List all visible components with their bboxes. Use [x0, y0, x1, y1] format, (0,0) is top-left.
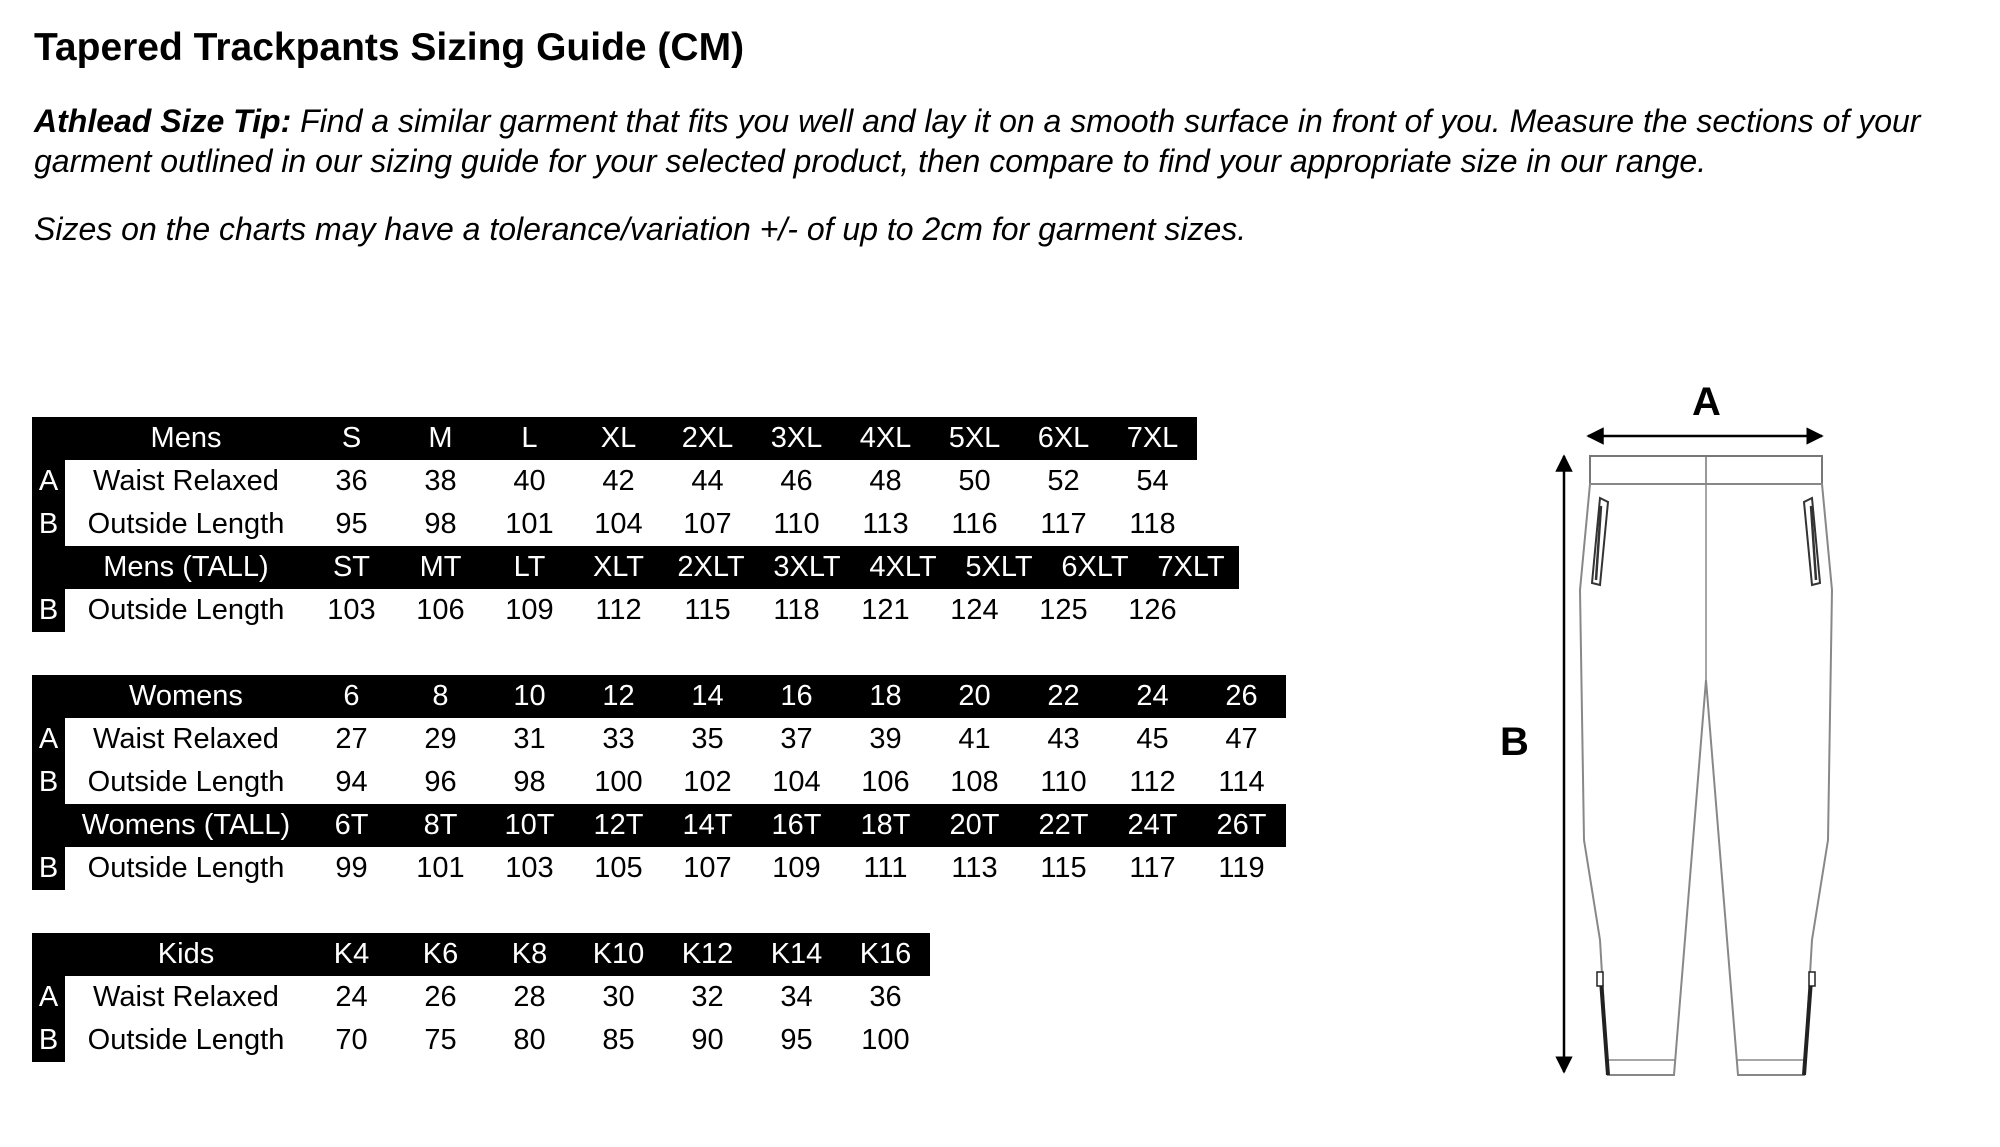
measure-value-cell: 30 [602, 981, 635, 1013]
size-header-cell: MT [396, 546, 485, 589]
measure-value-cell: 115 [1040, 852, 1087, 884]
measure-value-cell: 115 [684, 594, 731, 626]
measure-value-cell: 109 [772, 852, 821, 884]
measure-value-cell: 38 [424, 465, 457, 497]
size-header-cell: 18T [841, 804, 930, 847]
table-row [32, 1019, 930, 1062]
measure-value-cell: 90 [691, 1024, 724, 1056]
measure-label: Waist Relaxed [93, 465, 279, 497]
size-header-cell: 12 [574, 675, 663, 718]
measure-value-cell: 27 [335, 723, 368, 755]
measure-label: Outside Length [87, 508, 285, 540]
measure-key-badge: B [32, 847, 65, 890]
size-header-cell: K8 [485, 933, 574, 976]
measure-value-cell: 47 [1225, 723, 1258, 755]
size-header-cell: XLT [574, 546, 663, 589]
measure-value-cell: 70 [335, 1024, 368, 1056]
measure-label: Outside Length [87, 1024, 285, 1056]
measure-value-cell: 95 [335, 508, 368, 540]
measure-value-cell: 94 [335, 766, 368, 798]
size-header-cell: 26T [1197, 804, 1286, 847]
measure-value-cell: 102 [683, 766, 732, 798]
size-header-cell: 4XLT [855, 546, 951, 589]
size-header-cell: K12 [663, 933, 752, 976]
measure-label: Outside Length [87, 594, 285, 626]
size-header-cell: 10 [485, 675, 574, 718]
size-header-cell: 6XLT [1047, 546, 1143, 589]
measure-value-cell: 43 [1047, 723, 1080, 755]
size-header-cell: M [396, 417, 485, 460]
tolerance-note: Sizes on the charts may have a tolerance/variation +/- of up to 2cm for garment sizes. [34, 211, 1247, 247]
measure-value-cell: 118 [1129, 508, 1176, 540]
measure-value-cell: 32 [691, 981, 724, 1013]
size-header-cell: K16 [841, 933, 930, 976]
measure-label: Outside Length [87, 852, 285, 884]
measure-value-cell: 40 [513, 465, 546, 497]
measure-value-cell: 44 [691, 465, 724, 497]
measure-value-cell: 35 [691, 723, 724, 755]
size-header-cell: 20T [930, 804, 1019, 847]
row-key-blank [32, 675, 65, 718]
table-row [32, 933, 930, 976]
size-header-cell: 16T [752, 804, 841, 847]
measure-value-cell: 24 [335, 981, 368, 1013]
size-header-cell: 2XLT [663, 546, 759, 589]
size-tip-text: Find a similar garment that fits you well and lay it on a smooth surface in front of you. Measure the sections of your garment outlined in our sizing guide for your selected product, then compare to find your appropriate size in our range. [34, 103, 1921, 179]
measure-value-cell: 107 [683, 852, 732, 884]
size-header-cell: ST [307, 546, 396, 589]
size-header-cell: K4 [307, 933, 396, 976]
row-key-blank [32, 933, 65, 976]
measure-value-cell: 106 [416, 594, 465, 626]
table-header-label: Womens (TALL) [65, 804, 307, 847]
size-header-cell: 5XL [930, 417, 1019, 460]
measure-value-cell: 118 [773, 594, 820, 626]
measure-value-cell: 116 [951, 508, 998, 540]
size-header-cell: 3XL [752, 417, 841, 460]
measure-value-cell: 36 [869, 981, 902, 1013]
measure-value-cell: 104 [772, 766, 821, 798]
size-header-cell: 4XL [841, 417, 930, 460]
table-row [32, 976, 930, 1019]
page-title: Tapered Trackpants Sizing Guide (CM) [34, 26, 745, 69]
measure-label: Waist Relaxed [93, 723, 279, 755]
measure-value-cell: 98 [424, 508, 457, 540]
size-header-cell: 6XL [1019, 417, 1108, 460]
measure-label: Waist Relaxed [93, 981, 279, 1013]
trackpants-diagram-icon [1500, 380, 1920, 1100]
size-header-cell: S [307, 417, 396, 460]
size-header-cell: 14T [663, 804, 752, 847]
measure-value-cell: 106 [861, 766, 910, 798]
measure-value-cell: 37 [780, 723, 813, 755]
size-header-cell: 6 [307, 675, 396, 718]
measure-value-cell: 42 [602, 465, 635, 497]
measure-value-cell: 117 [1040, 508, 1087, 540]
measure-value-cell: 109 [505, 594, 554, 626]
measure-value-cell: 33 [602, 723, 635, 755]
size-header-cell: K14 [752, 933, 841, 976]
measure-key-badge: A [32, 976, 65, 1019]
table-row [32, 503, 1239, 546]
size-header-cell: K6 [396, 933, 485, 976]
table-header-label: Mens [65, 417, 307, 460]
trackpants-diagram [1500, 380, 1920, 1100]
size-header-cell: 18 [841, 675, 930, 718]
row-key-blank [32, 546, 65, 589]
size-header-cell: 22T [1019, 804, 1108, 847]
measure-value-cell: 104 [594, 508, 643, 540]
measure-value-cell: 103 [327, 594, 376, 626]
measure-value-cell: 36 [335, 465, 368, 497]
size-header-cell: 8 [396, 675, 485, 718]
measure-value-cell: 125 [1039, 594, 1088, 626]
measure-value-cell: 101 [416, 852, 465, 884]
measure-key-badge: A [32, 460, 65, 503]
size-header-cell: 22 [1019, 675, 1108, 718]
measure-value-cell: 45 [1136, 723, 1169, 755]
size-header-cell: LT [485, 546, 574, 589]
size-header-cell: 26 [1197, 675, 1286, 718]
measure-value-cell: 112 [1129, 766, 1176, 798]
size-header-cell: 2XL [663, 417, 752, 460]
size-header-cell: 8T [396, 804, 485, 847]
size-header-cell: 24T [1108, 804, 1197, 847]
size-header-cell: 20 [930, 675, 1019, 718]
table-row [32, 847, 1286, 890]
size-header-cell: 5XLT [951, 546, 1047, 589]
size-header-cell: XL [574, 417, 663, 460]
measure-value-cell: 111 [863, 852, 908, 884]
measure-value-cell: 48 [869, 465, 902, 497]
table-header-label: Kids [65, 933, 307, 976]
measure-label: Outside Length [87, 766, 285, 798]
size-header-cell: 6T [307, 804, 396, 847]
measure-value-cell: 112 [595, 594, 642, 626]
measure-value-cell: 31 [513, 723, 546, 755]
table-row [32, 546, 1239, 589]
measure-value-cell: 113 [951, 852, 998, 884]
measure-key-badge: B [32, 503, 65, 546]
womens-size-table [32, 675, 1286, 890]
measure-value-cell: 119 [1218, 852, 1265, 884]
measure-value-cell: 46 [780, 465, 813, 497]
measure-value-cell: 126 [1128, 594, 1177, 626]
size-tip [34, 101, 1984, 181]
measure-value-cell: 50 [958, 465, 991, 497]
table-row [32, 718, 1286, 761]
table-row [32, 589, 1239, 632]
measure-value-cell: 95 [780, 1024, 813, 1056]
measure-value-cell: 124 [950, 594, 999, 626]
measure-value-cell: 100 [594, 766, 643, 798]
row-key-blank [32, 804, 65, 847]
table-row [32, 675, 1286, 718]
table-row [32, 804, 1286, 847]
measure-value-cell: 85 [602, 1024, 635, 1056]
measure-value-cell: 41 [958, 723, 991, 755]
table-header-label: Mens (TALL) [65, 546, 307, 589]
measure-key-badge: B [32, 589, 65, 632]
size-header-cell: 3XLT [759, 546, 855, 589]
size-header-cell: 14 [663, 675, 752, 718]
measure-value-cell: 117 [1129, 852, 1176, 884]
measure-value-cell: 107 [683, 508, 732, 540]
measure-value-cell: 80 [513, 1024, 546, 1056]
measure-value-cell: 110 [1040, 766, 1087, 798]
size-tip-label: Athlead Size Tip: [34, 103, 292, 139]
measure-value-cell: 100 [861, 1024, 910, 1056]
measure-key-badge: B [32, 1019, 65, 1062]
size-header-cell: 16 [752, 675, 841, 718]
measure-value-cell: 113 [862, 508, 909, 540]
measure-value-cell: 98 [513, 766, 546, 798]
table-row [32, 761, 1286, 804]
measure-value-cell: 39 [869, 723, 902, 755]
measure-value-cell: 114 [1218, 766, 1265, 798]
measure-value-cell: 99 [335, 852, 368, 884]
measure-value-cell: 34 [780, 981, 813, 1013]
measure-value-cell: 105 [594, 852, 643, 884]
measure-value-cell: 103 [505, 852, 554, 884]
size-header-cell: L [485, 417, 574, 460]
row-key-blank [32, 417, 65, 460]
measure-value-cell: 121 [861, 594, 910, 626]
table-header-label: Womens [65, 675, 307, 718]
mens-size-table [32, 417, 1239, 632]
measure-value-cell: 96 [424, 766, 457, 798]
measure-value-cell: 75 [424, 1024, 457, 1056]
measure-value-cell: 101 [505, 508, 554, 540]
measure-value-cell: 108 [950, 766, 999, 798]
label-b: B [1500, 720, 1529, 764]
kids-size-table [32, 933, 930, 1062]
measure-value-cell: 52 [1047, 465, 1080, 497]
measure-value-cell: 26 [424, 981, 457, 1013]
measure-value-cell: 54 [1136, 465, 1169, 497]
measure-value-cell: 110 [773, 508, 820, 540]
label-a: A [1692, 380, 1721, 424]
table-row [32, 417, 1239, 460]
measure-key-badge: B [32, 761, 65, 804]
size-header-cell: 24 [1108, 675, 1197, 718]
table-row [32, 460, 1239, 503]
size-header-cell: 10T [485, 804, 574, 847]
measure-value-cell: 28 [513, 981, 546, 1013]
size-header-cell: 7XLT [1143, 546, 1239, 589]
measure-key-badge: A [32, 718, 65, 761]
measure-value-cell: 29 [424, 723, 457, 755]
size-header-cell: K10 [574, 933, 663, 976]
size-header-cell: 12T [574, 804, 663, 847]
size-header-cell: 7XL [1108, 417, 1197, 460]
